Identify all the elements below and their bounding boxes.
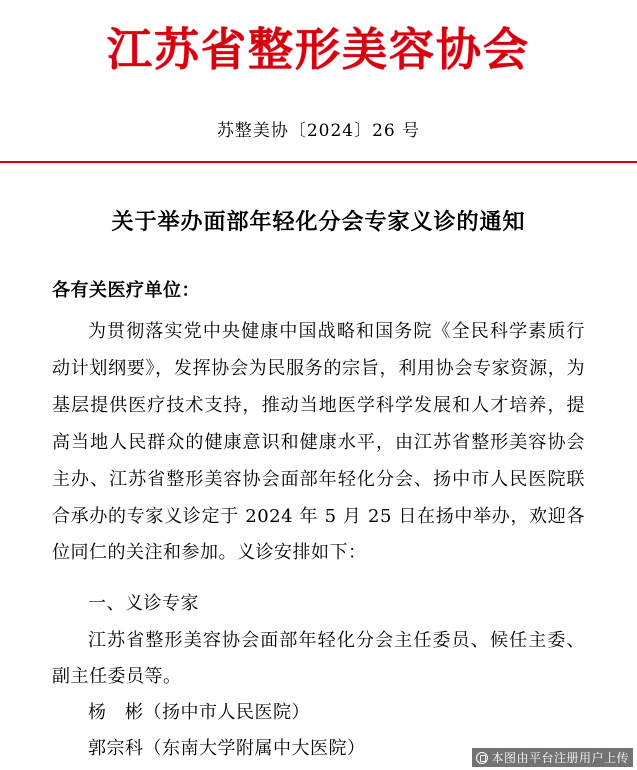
upload-watermark [472,748,633,767]
red-divider-rule [0,161,637,163]
salutation: 各有关医疗单位： [52,280,200,302]
section-1-text: 江苏省整形美容协会面部年轻化分会主任委员、候任主委、副主任委员等。 [52,630,585,688]
letterhead [52,0,585,82]
expert-name-1: 杨 彬（扬中市人民医院） [88,702,310,724]
camera-icon [476,752,488,764]
section-heading-1: 一、义诊专家 [88,593,199,615]
document-title: 关于举办面部年轻化分会专家义诊的通知 [111,209,526,236]
document-number: 苏整美协〔2024〕26 号 [216,121,421,142]
watermark-text: 本图由平台注册用户上传 [491,751,629,765]
body-paragraph: 为贯彻落实党中央健康中国战略和国务院《全民科学素质行动计划纲要》，发挥协会为民服务的宗旨，利用协会专家资源，为基层提供医疗技术支持，推动当地医学科学发展和人才培养，提高当地人民群众的健康意识和健康水平，由江苏省整形美容协会主办、江苏省整形美容协会面部年轻化分会、扬中市人民医院联合承办的专家义诊定于 2024 年 5 月 25 日在扬中举办，欢迎各位同仁的关注和参加。义诊安排如下： [52,321,585,564]
organization-title: 江苏省整形美容协会 [106,23,530,76]
expert-name-2: 郭宗科（东南大学附属中大医院） [88,738,366,760]
